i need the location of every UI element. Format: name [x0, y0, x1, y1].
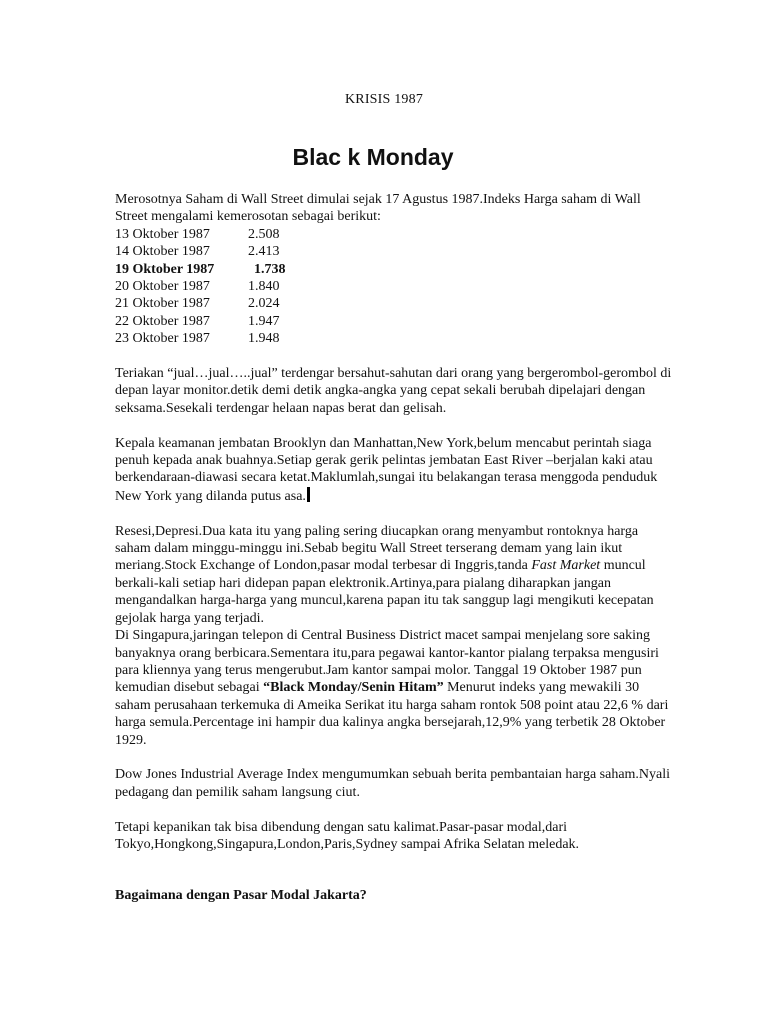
price-date: 21 Oktober 1987	[115, 296, 210, 312]
price-date: 19 Oktober 1987	[115, 261, 215, 277]
paragraph-singapura-part1: Di Singapura,jaringan telepon di Central Business District macet sampai menjelang sore saking banyaknya orang berbicara.Sementara itu,para pegawai kantor-kantor pialang terpaksa mengusiri para kliennya yang terus mengerubut.Jam kantor sampai molor. Tanggal 19 Oktober 1987 pun kemudian disebut sebagai	[115, 628, 659, 696]
paragraph-dowjones: Dow Jones Industrial Average Index mengumumkan sebuah berita pembantaian harga saham.Nyali pedagang dan pemilik saham langsung ciut.	[115, 767, 671, 800]
text-cursor	[307, 487, 310, 502]
paragraph-resesi-part2: muncul berkali-kali setiap hari didepan papan elektronik.Artinya,para pialang diharapkan jangan mengandalkan harga-harga yang muncul,karena papan itu tak sanggup lagi mengikuti kecepatan gejolak harga yang terjadi.	[115, 558, 654, 626]
price-row	[115, 243, 675, 260]
price-row	[115, 313, 675, 330]
paragraph-kepala-text: Kepala keamanan jembatan Brooklyn dan Manhattan,New York,belum mencabut perintah siaga penuh kepada anak buahnya.Setiap gerak gerik pelintas jembatan East River –berjalan kaki atau berkendaraan-diawasi secara ketat.Maklumlah,sungai itu belakangan terasa menggoda penduduk New York yang dilanda putus asa.	[115, 435, 658, 504]
document-body	[115, 191, 675, 922]
paragraph-tetapi: Tetapi kepanikan tak bisa dibendung dengan satu kalimat.Pasar-pasar modal,dari Tokyo,Hongkong,Singapura,London,Paris,Sydney sampai Afrika Selatan meledak.	[115, 819, 580, 852]
paragraph-resesi-part1: Resesi,Depresi.Dua kata itu yang paling sering diucapkan orang menyambut rontoknya harga saham dalam minggu-minggu ini.Sebab begitu Wall Street terserang demam yang lain ikut meriang.Stock Exchange of London,pasar modal terbesar di Inggris,tanda	[115, 523, 639, 574]
price-value: 1.738	[254, 261, 286, 277]
question-heading: Bagaimana dengan Pasar Modal Jakarta?	[115, 888, 367, 904]
price-table	[115, 226, 675, 348]
paragraph-singapura-part2: Menurut indeks yang mewakili 30 saham perusahaan terkemuka di Ameika Serikat itu harga saham rontok 508 point atau 22,6 % dari harga semula.Percentage ini hampir dua kalinya angka bersejarah,12,9% yang terbetik 28 Oktober 1929.	[115, 680, 669, 748]
price-row	[115, 330, 675, 347]
price-row	[115, 261, 675, 278]
price-date: 22 Oktober 1987	[115, 313, 210, 329]
price-date: 20 Oktober 1987	[115, 279, 210, 295]
document-header: KRISIS 1987	[344, 92, 424, 107]
price-value: 1.840	[248, 279, 280, 295]
price-value: 1.948	[248, 331, 280, 347]
price-row	[115, 278, 675, 295]
price-value: 1.947	[248, 313, 280, 329]
price-date: 14 Oktober 1987	[115, 244, 210, 260]
price-date: 13 Oktober 1987	[115, 226, 210, 242]
document-title: Blac k Monday	[292, 144, 454, 170]
price-row	[115, 226, 675, 243]
price-value: 2.508	[248, 226, 280, 242]
price-row	[115, 295, 675, 312]
price-date: 23 Oktober 1987	[115, 331, 210, 347]
paragraph-kepala	[115, 435, 675, 506]
price-value: 2.413	[248, 244, 280, 260]
intro-paragraph: Merosotnya Saham di Wall Street dimulai sejak 17 Agustus 1987.Indeks Harga saham di Wall Street mengalami kemerosotan sebagai berikut:	[115, 192, 641, 225]
paragraph-resesi	[115, 523, 675, 627]
fast-market-term: Fast Market	[531, 558, 601, 574]
paragraph-singapura	[115, 627, 675, 749]
price-value: 2.024	[248, 296, 280, 312]
paragraph-teriakan: Teriakan “jual…jual…..jual” terdengar bersahut-sahutan dari orang yang bergerombol-gerombol di depan layar monitor.detik demi detik angka-angka yang cepat sekali berubah dipelajari dengan seksama.Sesekali terdengar helaan napas berat dan gelisah.	[115, 366, 672, 416]
black-monday-term: “Black Monday/Senin Hitam”	[263, 680, 444, 696]
